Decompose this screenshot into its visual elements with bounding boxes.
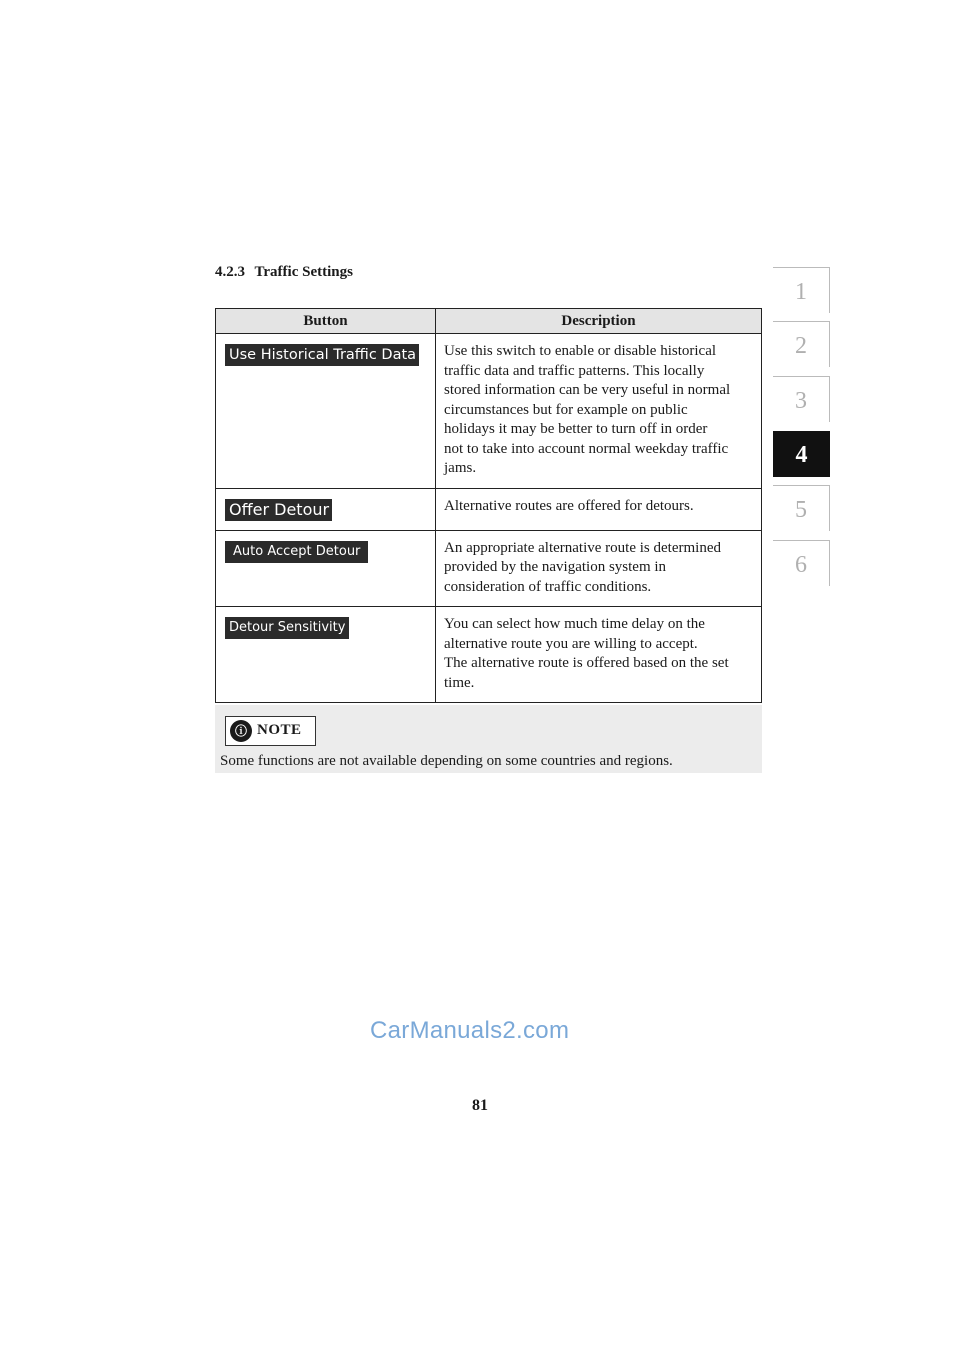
note-badge: [225, 716, 316, 746]
row-description: Alternative routes are offered for detours.: [436, 488, 762, 530]
chapter-tab-4[interactable]: 4: [773, 431, 830, 477]
note-icon: ⓘ: [230, 720, 252, 742]
row-description: Use this switch to enable or disable historical traffic data and traffic patterns. This locally stored information can be very useful in normal circumstances but for example on public holidays it may be better to turn off in order not to take into account normal weekday traffic jams.: [436, 334, 762, 489]
header-description: Description: [436, 309, 762, 334]
row-description: An appropriate alternative route is determined provided by the navigation system in consideration of traffic conditions.: [436, 530, 762, 607]
header-button: Button: [216, 309, 436, 334]
chapter-tab-3[interactable]: 3: [773, 376, 830, 422]
offer-detour-button[interactable]: Offer Detour: [225, 499, 332, 521]
note-text: Some functions are not available depending on some countries and regions.: [220, 753, 673, 769]
table-header-row: [216, 309, 762, 334]
table-row: [216, 530, 762, 607]
watermark-link[interactable]: CarManuals2.com: [370, 1017, 570, 1044]
auto-accept-detour-button[interactable]: Auto Accept Detour: [225, 541, 368, 563]
section-title: [215, 264, 353, 281]
section-number: 4.2.3: [215, 264, 245, 280]
traffic-settings-table: [215, 308, 762, 703]
section-title-text: Traffic Settings: [254, 264, 353, 280]
page-number: 81: [472, 1097, 488, 1114]
row-description: You can select how much time delay on the alternative route you are willing to accept. The alternative route is offered based on the set time.: [436, 607, 762, 703]
table-row: [216, 488, 762, 530]
chapter-tab-6[interactable]: 6: [773, 540, 830, 586]
table-row: [216, 607, 762, 703]
table-row: [216, 334, 762, 489]
chapter-tab-2[interactable]: 2: [773, 321, 830, 367]
chapter-tab-1[interactable]: 1: [773, 267, 830, 313]
note-box: [215, 705, 762, 773]
note-label: NOTE: [257, 722, 302, 738]
use-historical-traffic-data-button[interactable]: Use Historical Traffic Data: [225, 344, 419, 366]
detour-sensitivity-button[interactable]: Detour Sensitivity: [225, 617, 349, 639]
chapter-tab-5[interactable]: 5: [773, 485, 830, 531]
